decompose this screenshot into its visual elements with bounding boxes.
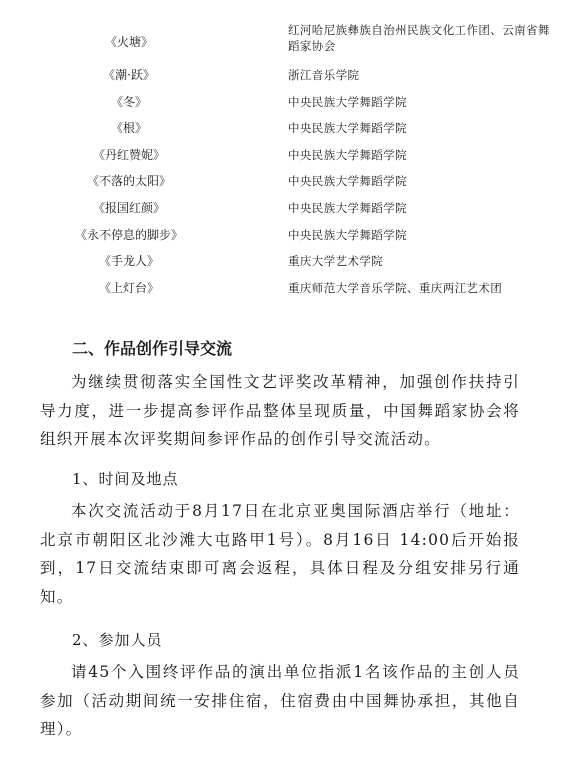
subsection-heading-time-place: 1、时间及地点 [72, 470, 179, 488]
work-title: 《冬》 [110, 94, 147, 109]
work-title: 《潮·跃》 [103, 68, 155, 82]
work-title: 《不落的太阳》 [86, 174, 171, 189]
work-organization: 中央民族大学舞蹈学院 [288, 94, 407, 109]
table-row [0, 22, 561, 62]
table-row [0, 222, 561, 249]
work-organization: 重庆师范大学音乐学院、重庆两江艺术团 [288, 280, 503, 295]
participants-paragraph: 请45个入围终评作品的演出单位指派1名该作品的主创人员参加（活动期间统一安排住宿，住宿费由中国舞协承担，其他自理）。 [40, 663, 520, 739]
work-organization: 红河哈尼族彝族自治州民族文化工作团、云南省舞蹈家协会 [288, 23, 550, 53]
work-title: 《根》 [110, 121, 147, 136]
subsection-heading-participants: 2、参加人员 [72, 631, 163, 649]
time-place-paragraph: 本次交流活动于8月17日在北京亚奥国际酒店举行（地址：北京市朝阳区北沙滩大屯路甲1号）。8月16日 14:00后开始报到，17日交流结束即可离会返程，具体日程及分组安排另行通知。 [40, 502, 520, 606]
section-heading: 二、作品创作引导交流 [72, 339, 233, 358]
work-organization: 重庆大学艺术学院 [288, 254, 384, 269]
table-row [0, 115, 561, 142]
work-title: 《上灯台》 [98, 280, 159, 295]
table-row [0, 89, 561, 116]
table-row [0, 248, 561, 275]
work-title: 《永不停息的脚步》 [74, 227, 183, 242]
work-organization: 中央民族大学舞蹈学院 [288, 147, 407, 162]
work-title: 《火塘》 [104, 35, 153, 49]
works-table [0, 22, 561, 301]
work-organization: 中央民族大学舞蹈学院 [288, 121, 407, 136]
work-title: 《报国红颜》 [92, 200, 165, 215]
table-row [0, 195, 561, 222]
work-title: 《手龙人》 [98, 254, 159, 269]
table-row [0, 168, 561, 195]
work-organization: 中央民族大学舞蹈学院 [288, 174, 407, 189]
work-organization: 中央民族大学舞蹈学院 [288, 200, 407, 215]
work-title: 《丹红赞妮》 [92, 147, 165, 162]
table-row [0, 275, 561, 302]
intro-paragraph: 为继续贯彻落实全国性文艺评奖改革精神，加强创作扶持引导力度，进一步提高参评作品整体呈现质量，中国舞蹈家协会将组织开展本次评奖期间参评作品的创作引导交流活动。 [40, 373, 520, 449]
work-organization: 中央民族大学舞蹈学院 [288, 227, 407, 242]
table-row [0, 142, 561, 169]
table-row [0, 62, 561, 89]
work-organization: 浙江音乐学院 [288, 68, 360, 82]
